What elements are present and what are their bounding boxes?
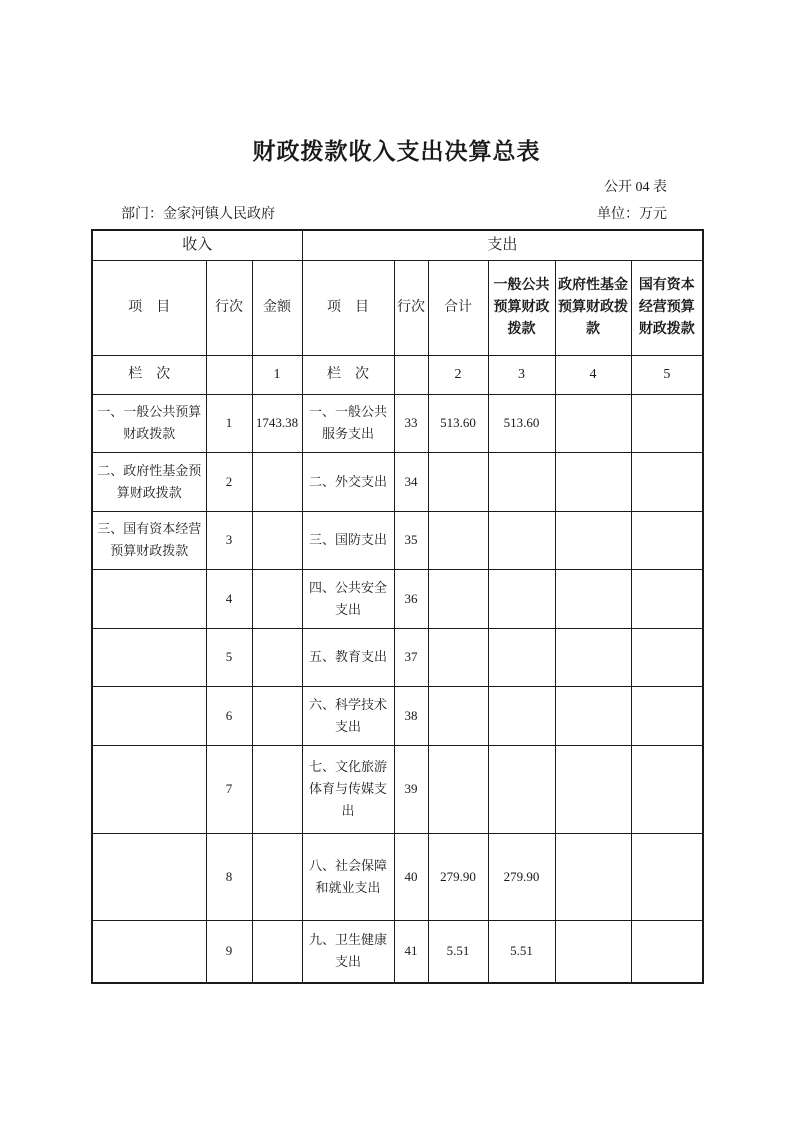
cell-total xyxy=(428,745,488,833)
cell-govt-fund xyxy=(555,920,631,983)
cell-govt-fund xyxy=(555,628,631,686)
cell-exp-line: 40 xyxy=(394,833,428,920)
cell-income-item xyxy=(92,833,206,920)
cell-income-line: 8 xyxy=(206,833,252,920)
table-row xyxy=(92,745,703,833)
cell-income-line: 2 xyxy=(206,452,252,511)
header-govt-fund: 政府性基金预算财政拨款 xyxy=(555,260,631,355)
cell-income-line: 1 xyxy=(206,394,252,452)
cell-exp-line: 39 xyxy=(394,745,428,833)
cell-income-item: 三、国有资本经营预算财政拨款 xyxy=(92,511,206,569)
cell-exp-item: 一、一般公共服务支出 xyxy=(302,394,394,452)
cell-exp-line: 34 xyxy=(394,452,428,511)
cell-exp-line: 33 xyxy=(394,394,428,452)
department-label: 部门：金家河镇人民政府 xyxy=(121,207,275,222)
header-exp-line: 行次 xyxy=(394,260,428,355)
cell-exp-item: 五、教育支出 xyxy=(302,628,394,686)
cell-exp-item: 八、社会保障和就业支出 xyxy=(302,833,394,920)
cell-income-amount xyxy=(252,569,302,628)
lanci-exp-line xyxy=(394,355,428,394)
cell-state-capital xyxy=(631,452,703,511)
header-income-line: 行次 xyxy=(206,260,252,355)
cell-govt-fund xyxy=(555,452,631,511)
table-row xyxy=(92,686,703,745)
header-income-item: 项 目 xyxy=(92,260,206,355)
table-row xyxy=(92,452,703,511)
lanci-exp-label: 栏 次 xyxy=(302,355,394,394)
cell-general-budget xyxy=(488,686,555,745)
lanci-income-line xyxy=(206,355,252,394)
page-title: 财政拨款收入支出决算总表 xyxy=(252,139,541,164)
cell-income-line: 3 xyxy=(206,511,252,569)
cell-state-capital xyxy=(631,569,703,628)
cell-total xyxy=(428,686,488,745)
cell-state-capital xyxy=(631,745,703,833)
cell-govt-fund xyxy=(555,745,631,833)
cell-exp-line: 37 xyxy=(394,628,428,686)
lanci-general-col: 3 xyxy=(488,355,555,394)
table-row xyxy=(92,920,703,983)
unit-label: 单位：万元 xyxy=(597,207,667,222)
cell-income-item xyxy=(92,628,206,686)
header-income-amount: 金额 xyxy=(252,260,302,355)
table-code-label: 公开 04 表 xyxy=(604,180,667,195)
table-body xyxy=(92,394,703,983)
cell-income-amount xyxy=(252,686,302,745)
table-row xyxy=(92,628,703,686)
cell-exp-line: 35 xyxy=(394,511,428,569)
cell-govt-fund xyxy=(555,394,631,452)
cell-income-item: 二、政府性基金预算财政拨款 xyxy=(92,452,206,511)
column-index-row xyxy=(92,355,703,394)
cell-state-capital xyxy=(631,628,703,686)
cell-exp-item: 七、文化旅游体育与传媒支出 xyxy=(302,745,394,833)
income-section-header: 收入 xyxy=(92,230,302,260)
cell-income-amount xyxy=(252,511,302,569)
cell-income-item: 一、一般公共预算财政拨款 xyxy=(92,394,206,452)
cell-general-budget: 513.60 xyxy=(488,394,555,452)
cell-state-capital xyxy=(631,920,703,983)
expenditure-section-header: 支出 xyxy=(302,230,703,260)
table-row xyxy=(92,511,703,569)
cell-total xyxy=(428,511,488,569)
cell-exp-line: 41 xyxy=(394,920,428,983)
header-state-capital: 国有资本经营预算财政拨款 xyxy=(631,260,703,355)
cell-income-amount xyxy=(252,452,302,511)
cell-exp-item: 六、科学技术支出 xyxy=(302,686,394,745)
cell-income-item xyxy=(92,745,206,833)
cell-general-budget: 5.51 xyxy=(488,920,555,983)
cell-total xyxy=(428,628,488,686)
cell-general-budget xyxy=(488,628,555,686)
cell-govt-fund xyxy=(555,511,631,569)
cell-exp-item: 九、卫生健康支出 xyxy=(302,920,394,983)
cell-state-capital xyxy=(631,686,703,745)
cell-total xyxy=(428,452,488,511)
cell-income-amount xyxy=(252,833,302,920)
table-row xyxy=(92,394,703,452)
cell-general-budget xyxy=(488,745,555,833)
cell-income-item xyxy=(92,920,206,983)
section-header-row xyxy=(92,230,703,260)
cell-exp-item: 四、公共安全支出 xyxy=(302,569,394,628)
cell-state-capital xyxy=(631,833,703,920)
cell-income-line: 9 xyxy=(206,920,252,983)
cell-govt-fund xyxy=(555,686,631,745)
cell-general-budget xyxy=(488,511,555,569)
lanci-fund-col: 4 xyxy=(555,355,631,394)
fiscal-table xyxy=(91,229,704,984)
cell-total: 279.90 xyxy=(428,833,488,920)
cell-general-budget xyxy=(488,452,555,511)
header-exp-item: 项 目 xyxy=(302,260,394,355)
header-general-budget: 一般公共预算财政拨款 xyxy=(488,260,555,355)
cell-total: 513.60 xyxy=(428,394,488,452)
cell-income-line: 7 xyxy=(206,745,252,833)
cell-income-line: 5 xyxy=(206,628,252,686)
column-header-row xyxy=(92,260,703,355)
cell-govt-fund xyxy=(555,569,631,628)
header-total: 合计 xyxy=(428,260,488,355)
cell-exp-item: 三、国防支出 xyxy=(302,511,394,569)
cell-total xyxy=(428,569,488,628)
cell-exp-line: 36 xyxy=(394,569,428,628)
cell-exp-line: 38 xyxy=(394,686,428,745)
cell-total: 5.51 xyxy=(428,920,488,983)
cell-govt-fund xyxy=(555,833,631,920)
cell-general-budget xyxy=(488,569,555,628)
cell-income-item xyxy=(92,569,206,628)
table-row xyxy=(92,833,703,920)
cell-state-capital xyxy=(631,511,703,569)
cell-income-line: 6 xyxy=(206,686,252,745)
lanci-capital-col: 5 xyxy=(631,355,703,394)
cell-income-amount xyxy=(252,745,302,833)
table-header xyxy=(92,230,703,394)
cell-income-item xyxy=(92,686,206,745)
lanci-income-amount-col: 1 xyxy=(252,355,302,394)
cell-income-amount xyxy=(252,920,302,983)
cell-income-line: 4 xyxy=(206,569,252,628)
lanci-total-col: 2 xyxy=(428,355,488,394)
cell-exp-item: 二、外交支出 xyxy=(302,452,394,511)
cell-state-capital xyxy=(631,394,703,452)
cell-general-budget: 279.90 xyxy=(488,833,555,920)
table-row xyxy=(92,569,703,628)
lanci-income-label: 栏 次 xyxy=(92,355,206,394)
cell-income-amount xyxy=(252,628,302,686)
cell-income-amount: 1743.38 xyxy=(252,394,302,452)
